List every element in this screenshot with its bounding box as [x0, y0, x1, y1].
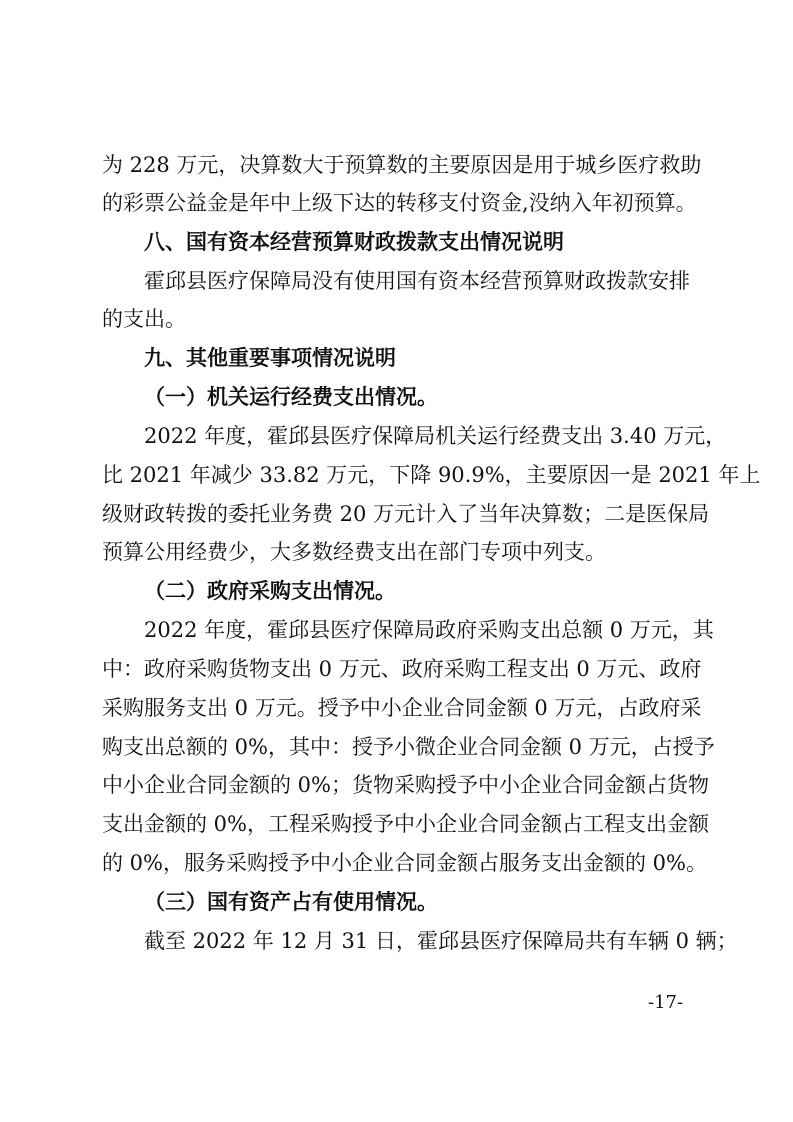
section-heading: 九、其他重要事项情况说明	[144, 346, 396, 370]
paragraph-line: 的 0%，服务采购授予中小企业合同金额占服务支出金额的 0%。	[102, 851, 707, 875]
paragraph-line: 采购服务支出 0 万元。授予中小企业合同金额 0 万元，占政府采	[102, 696, 702, 720]
paragraph-line: 比 2021 年减少 33.82 万元，下降 90.9%，主要原因一是 2021 年上	[102, 463, 761, 487]
subsection-title: （二）政府采购支出情况。	[144, 578, 396, 603]
paragraph-line: 的彩票公益金是年中上级下达的转移支付资金,没纳入年初预算。	[102, 191, 697, 215]
paragraph-line: 中：政府采购货物支出 0 万元、政府采购工程支出 0 万元、政府	[102, 657, 702, 681]
paragraph-line: 2022 年度，霍邱县医疗保障局政府采购支出总额 0 万元，其	[144, 618, 714, 642]
paragraph-line: 截至 2022 年 12 月 31 日，霍邱县医疗保障局共有车辆 0 辆；	[144, 929, 738, 953]
paragraph-line: 霍邱县医疗保障局没有使用国有资本经营预算财政拨款安排	[144, 269, 690, 293]
paragraph-line: 预算公用经费少，大多数经费支出在部门专项中列支。	[102, 540, 606, 564]
paragraph-line: 为 228 万元，决算数大于预算数的主要原因是用于城乡医疗救助	[102, 153, 702, 177]
subsection-title: （一）机关运行经费支出情况。	[144, 384, 438, 409]
subsection-title: （三）国有资产占有使用情况。	[144, 889, 438, 914]
paragraph-line: 的支出。	[102, 307, 186, 331]
paragraph-line: 中小企业合同金额的 0%；货物采购授予中小企业合同金额占货物	[102, 773, 709, 797]
page-number: -17-	[648, 992, 684, 1013]
paragraph-line: 级财政转拨的委托业务费 20 万元计入了当年决算数；二是医保局	[102, 502, 710, 526]
paragraph-line: 2022 年度，霍邱县医疗保障局机关运行经费支出 3.40 万元，	[144, 424, 727, 448]
paragraph-line: 支出金额的 0%，工程采购授予中小企业合同金额占工程支出金额	[102, 812, 709, 836]
section-heading: 八、国有资本经营预算财政拨款支出情况说明	[144, 230, 564, 254]
paragraph-line: 购支出总额的 0%，其中：授予小微企业合同金额 0 万元，占授予	[102, 735, 715, 759]
